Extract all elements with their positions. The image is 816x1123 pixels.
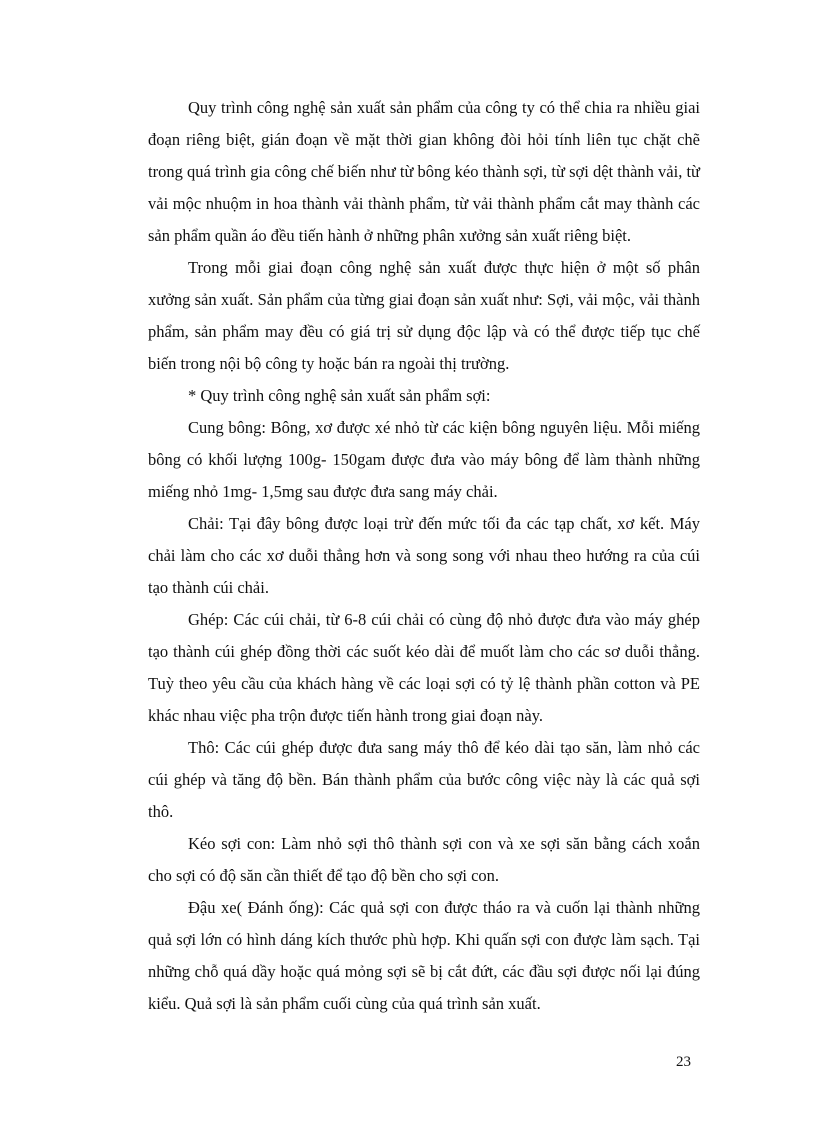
paragraph-cotton-supply: Cung bông: Bông, xơ được xé nhỏ từ các kiện bông nguyên liệu. Mỗi miếng bông có khối lượng 100g- 150gam được đưa vào máy bông để làm thành những miếng nhỏ 1mg- 1,5mg sau được đưa sang máy chải. (148, 418, 700, 501)
paragraph-drawing: Ghép: Các cúi chải, từ 6-8 cúi chải có cùng độ nhỏ được đưa vào máy ghép tạo thành cúi ghép đồng thời các suốt kéo dài để muốt làm cho các sơ duỗi thẳng. Tuỳ theo yêu cầu của khách hàng về các loại sợi có tỷ lệ thành phần cotton và PE khác nhau việc pha trộn được tiến hành trong giai đoạn này. (148, 610, 700, 725)
document-body (148, 92, 700, 1020)
paragraph-roving: Thô: Các cúi ghép được đưa sang máy thô để kéo dài tạo săn, làm nhỏ các cúi ghép và tăng độ bền. Bán thành phẩm của bước công việc này là các quả sợi thô. (148, 738, 700, 821)
page-number: 23 (676, 1054, 691, 1070)
paragraph-winding: Đậu xe( Đánh ống): Các quả sợi con được tháo ra và cuốn lại thành những quả sợi lớn có hình dáng kích thước phù hợp. Khi quấn sợi con được làm sạch. Tại những chỗ quá dầy hoặc quá mỏng sợi sẽ bị cắt đứt, các đầu sợi được nối lại đúng kiểu. Quả sợi là sản phẩm cuối cùng của quá trình sản xuất. (148, 898, 700, 1013)
paragraph-overview: Quy trình công nghệ sản xuất sản phẩm của công ty có thể chia ra nhiều giai đoạn riêng biệt, gián đoạn về mặt thời gian không đòi hỏi tính liên tục chặt chẽ trong quá trình gia công chế biến như từ bông kéo thành sợi, từ sợi dệt thành vải, từ vải mộc nhuộm in hoa thành vải thành phẩm, từ vải thành phẩm cắt may thành các sản phẩm quần áo đều tiến hành ở những phân xưởng sản xuất riêng biệt. (148, 98, 700, 245)
paragraph-carding: Chải: Tại đây bông được loại trừ đến mức tối đa các tạp chất, xơ kết. Máy chải làm cho các xơ duỗi thẳng hơn và song song với nhau theo hướng ra của cúi tạo thành cúi chải. (148, 514, 700, 597)
section-heading-yarn-process: * Quy trình công nghệ sản xuất sản phẩm sợi: (188, 386, 491, 405)
paragraph-spinning: Kéo sợi con: Làm nhỏ sợi thô thành sợi con và xe sợi săn bằng cách xoắn cho sợi có độ săn cần thiết để tạo độ bền cho sợi con. (148, 834, 700, 885)
paragraph-stages: Trong mỗi giai đoạn công nghệ sản xuất được thực hiện ở một số phân xưởng sản xuất. Sản phẩm của từng giai đoạn sản xuất như: Sợi, vải mộc, vải thành phẩm, sản phẩm may đều có giá trị sử dụng độc lập và có thể được tiếp tục chế biến trong nội bộ công ty hoặc bán ra ngoài thị trường. (148, 258, 700, 373)
